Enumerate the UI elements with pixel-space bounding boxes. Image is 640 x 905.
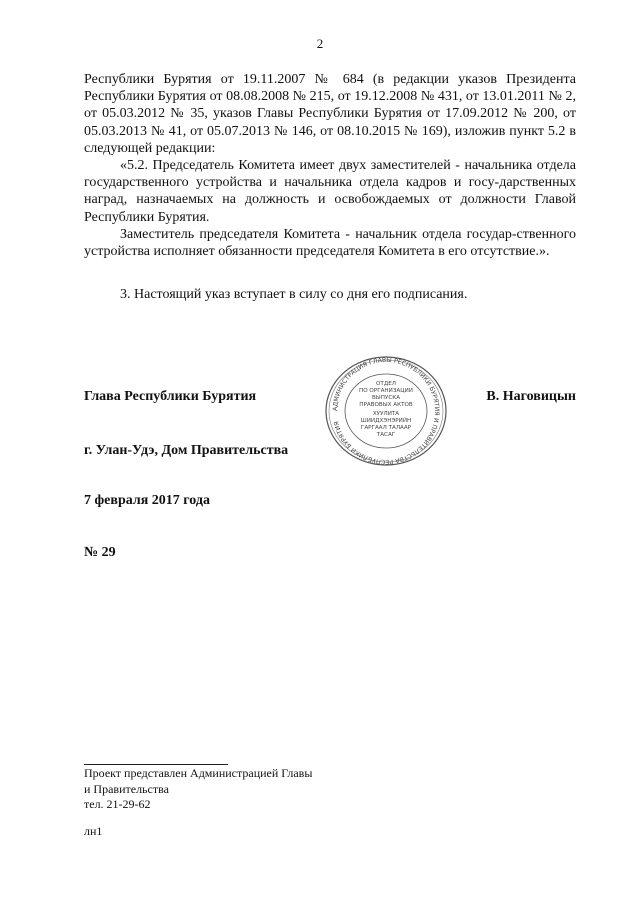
svg-text:ШИИДХЭНЭРИЙН: ШИИДХЭНЭРИЙН bbox=[360, 418, 412, 424]
place-of-signing: г. Улан-Удэ, Дом Правительства bbox=[84, 443, 289, 458]
svg-text:ОТДЕЛ: ОТДЕЛ bbox=[376, 381, 396, 387]
svg-text:АДМИНИСТРАЦИЯ ГЛАВЫ РЕСПУБЛИКИ: АДМИНИСТРАЦИЯ ГЛАВЫ РЕСПУБЛИКИ БУРЯТИЯ И ПРАВИТЕЛЬСТВА РЕСПУБЛИКИ БУРЯТИЯ bbox=[331, 356, 441, 466]
paragraph-deputy: Заместитель председателя Комитета - начальник отдела государ-ственного устройства исполняет обязанности председателя Комитета в его отсутствие.». bbox=[84, 226, 576, 260]
document-body bbox=[84, 71, 576, 303]
footnote bbox=[84, 766, 384, 813]
footnote-line-1: Проект представлен Администрацией Главы bbox=[84, 766, 313, 780]
official-stamp bbox=[311, 355, 461, 467]
svg-text:ПРАВОВЫХ АКТОВ: ПРАВОВЫХ АКТОВ bbox=[359, 402, 413, 408]
footnote-divider bbox=[84, 764, 228, 765]
stamp-center-text bbox=[359, 381, 413, 438]
footnote-phone: тел. 21-29-62 bbox=[84, 797, 151, 811]
decree-date: 7 февраля 2017 года bbox=[84, 493, 210, 508]
signatory-name: В. Наговицын bbox=[486, 389, 576, 404]
footnote-line-2: и Правительства bbox=[84, 781, 169, 796]
svg-text:ПО ОРГАНИЗАЦИИ: ПО ОРГАНИЗАЦИИ bbox=[359, 388, 413, 394]
decree-number: № 29 bbox=[84, 545, 116, 560]
page-number: 2 bbox=[316, 36, 324, 51]
svg-text:ГАРГААЛ ТАЛААР: ГАРГААЛ ТАЛААР bbox=[360, 425, 412, 431]
svg-text:ВЫПУСКА: ВЫПУСКА bbox=[371, 395, 401, 401]
svg-text:ТАСАГ: ТАСАГ bbox=[376, 432, 396, 438]
paragraph-effective: 3. Настоящий указ вступает в силу со дня его подписания. bbox=[120, 287, 468, 303]
document-code: лн1 bbox=[84, 824, 103, 838]
signatory-title: Глава Республики Бурятия bbox=[84, 389, 257, 404]
paragraph-item-5-2: «5.2. Председатель Комитета имеет двух заместителей - начальника отдела государственного устройства и начальника отдела кадров и госу-дарственных наград, назначаемых на должность и освобождаемых от должности Главой Республики Бурятия. bbox=[84, 158, 576, 225]
svg-text:ХУУЛИТА: ХУУЛИТА bbox=[372, 411, 400, 417]
paragraph-amendment: Республики Бурятия от 19.11.2007 № 684 (в редакции указов Президента Республики Бурятия от 08.08.2008 № 215, от 19.12.2008 № 431, от 13.01.2011 № 2, от 05.03.2012 № 35, указов Главы Республики Бурятия от 17.09.2012 № 200, от 05.03.2013 № 41, от 05.07.2013 № 146, от 08.10.2015 № 169), изложив пункт 5.2 в следующей редакции: bbox=[84, 72, 576, 156]
